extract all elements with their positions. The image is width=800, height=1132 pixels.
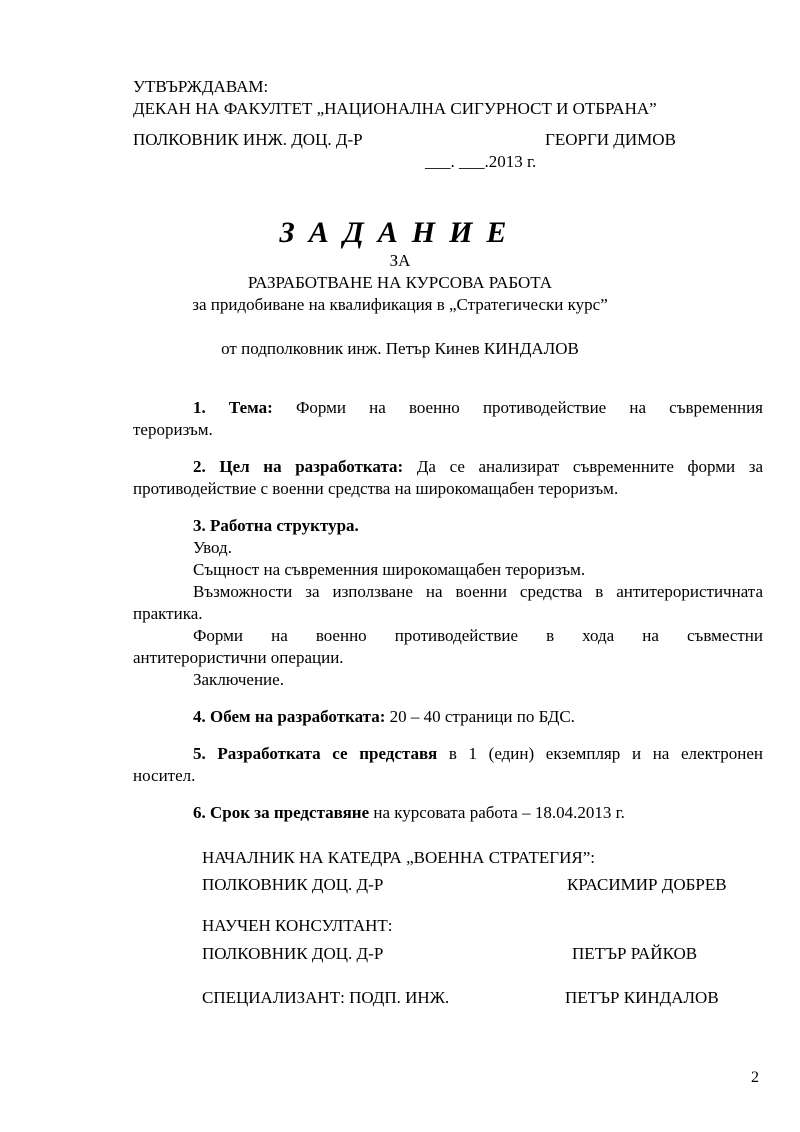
structure-possibilities-line-2: практика. [133,604,203,623]
head-of-department-name: КРАСИМИР ДОБРЕВ [567,875,727,894]
structure-conclusion: Заключение. [193,670,284,689]
item-1-line-1 [193,397,763,419]
structure-forms-line-2: антитерористични операции. [133,648,344,667]
title-line-2: за придобиване на квалификация в „Стратегически курс” [192,295,608,314]
item-5-label: 5. Разработката се представя [193,744,438,763]
structure-essence: Същност на съвременния широкомащабен тероризъм. [193,560,586,579]
item-1-line-2: тероризъм. [133,420,213,439]
consultant-name: ПЕТЪР РАЙКОВ [572,944,698,963]
item-5-line-1 [193,743,763,765]
page-number: 2 [751,1069,759,1086]
consultant-title: НАУЧЕН КОНСУЛТАНТ: [202,916,393,935]
item-4-line [193,706,575,728]
structure-possibilities-line-1: Възможности за използване на военни средства в антитерористичната [193,582,763,601]
title-line-1: РАЗРАБОТВАНЕ НА КУРСОВА РАБОТА [247,273,553,292]
approve-label: УТВЪРЖДАВАМ: [133,77,269,96]
author-line: от подполковник инж. Петър Кинев КИНДАЛОВ [221,339,579,358]
item-2-line-1 [193,456,763,478]
item-2-line-2: противодействие с военни средства на широкомащабен тероризъм. [133,479,619,498]
approver-rank: ПОЛКОВНИК ИНЖ. ДОЦ. Д-Р [133,130,363,149]
item-5-text: в 1 (един) екземпляр и на електронен [448,744,763,763]
dean-line: ДЕКАН НА ФАКУЛТЕТ „НАЦИОНАЛНА СИГУРНОСТ И ОТБРАНА” [133,99,657,118]
head-of-department-title: НАЧАЛНИК НА КАТЕДРА „ВОЕННА СТРАТЕГИЯ”: [202,848,595,867]
approver-name: ГЕОРГИ ДИМОВ [545,130,676,149]
item-2-text: Да се анализират съвременните форми за [416,457,763,476]
item-4-text: 20 – 40 страници по БДС. [389,707,575,726]
item-6-text: на курсовата работа – 18.04.2013 г. [373,803,625,822]
item-2-label: 2. Цел на разработката: [193,457,404,476]
specialist-rank: СПЕЦИАЛИЗАНТ: ПОДП. ИНЖ. [202,988,450,1007]
approval-date: ___. ___.2013 г. [425,152,537,171]
specialist-name: ПЕТЪР КИНДАЛОВ [565,988,719,1007]
title-za: ЗА [389,251,411,270]
document-title: ЗАДАНИЕ [279,216,521,249]
head-of-department-rank: ПОЛКОВНИК ДОЦ. Д-Р [202,875,384,894]
item-1-text: Форми на военно противодействие на съвременния [295,398,764,417]
item-5-line-2: носител. [133,766,196,785]
item-3-label: 3. Работна структура. [193,516,359,535]
structure-forms-line-1: Форми на военно противодействие в хода на съвместни [193,626,763,645]
item-1-label: 1. Тема: [193,398,273,417]
item-6-label: 6. Срок за представяне [193,803,370,822]
item-4-label: 4. Обем на разработката: [193,707,386,726]
structure-intro: Увод. [193,538,232,557]
consultant-rank: ПОЛКОВНИК ДОЦ. Д-Р [202,944,384,963]
item-6-line [193,802,625,824]
